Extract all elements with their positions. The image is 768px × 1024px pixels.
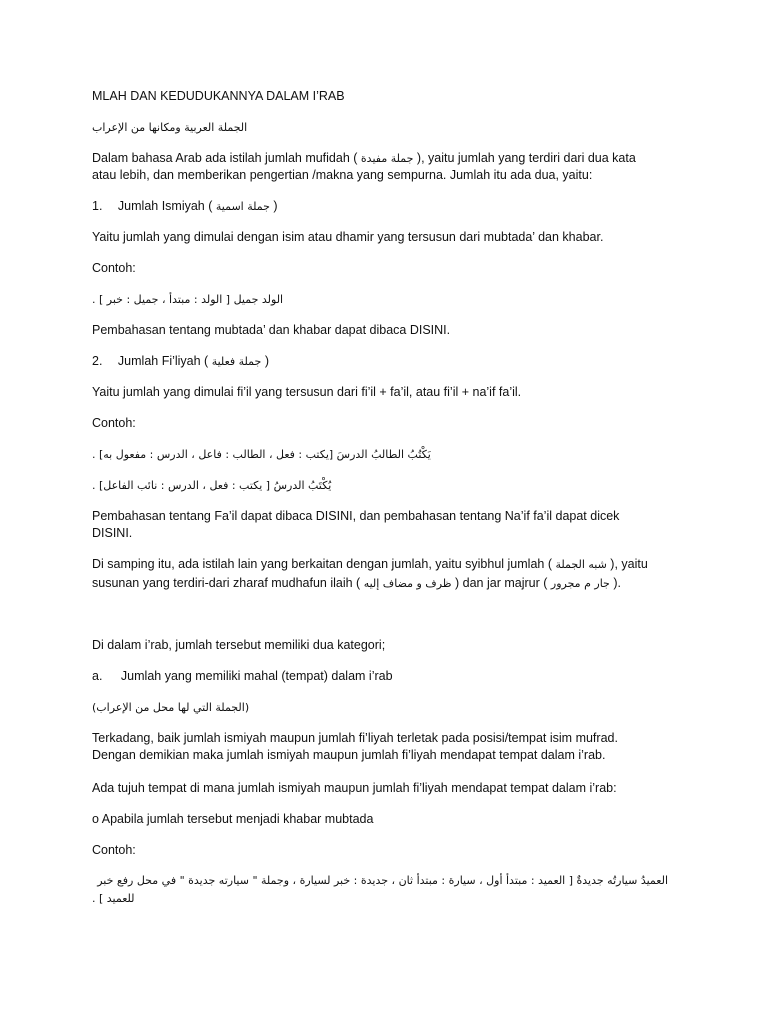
kategori-text: Di dalam i’rab, jumlah tersebut memiliki dua kategori;: [92, 638, 386, 652]
section2-contoh: Contoh:: [92, 416, 136, 430]
sub-a-title: [92, 668, 393, 685]
section1-title-close: ): [273, 199, 278, 213]
section2-title-text: Jumlah Fi’liyah (: [117, 354, 209, 368]
zharaf-text: susunan yang terdiri-dari zharaf mudhafun ilaih (: [92, 576, 361, 590]
section2-example2-arabic: يُكْتَبُ الدرسُ [ يكتب : فعل ، الدرس : نائب الفاعل] .: [92, 479, 332, 492]
heading: MLAH DAN KEDUDUKANNYA DALAM I’RAB: [92, 89, 345, 103]
section1-title: [92, 198, 278, 215]
sub-a-title-text: Jumlah yang memiliki mahal (tempat) dalam i’rab: [120, 669, 393, 683]
syibhul-text-pre: Di samping itu, ada istilah lain yang berkaitan dengan jumlah, yaitu syibhul jumlah (: [92, 557, 552, 571]
sub-a-arabic: (الجملة التي لها محل من الإعراب): [92, 701, 250, 714]
section1-title-text: Jumlah Ismiyah (: [117, 199, 213, 213]
jar-majrur-text: ) dan jar majrur (: [455, 576, 548, 590]
section2-ref-line-2: DISINI.: [92, 526, 133, 540]
section1-number: 1.: [92, 199, 103, 213]
section2-title: [92, 353, 269, 370]
sub-a-paragraph-1-line-2: Dengan demikian maka jumlah ismiyah maupun jumlah fi’liyah mendapat tempat dalam i’rab.: [92, 748, 606, 762]
section2-title-close: ): [264, 354, 269, 368]
sub-a-letter: a.: [92, 669, 103, 683]
section2-desc: Yaitu jumlah yang dimulai fi’il yang tersusun dari fi’il + fa’il, atau fi’il + na’if fa’il.: [92, 385, 522, 399]
syibhul-text-post: ), yaitu: [610, 557, 648, 571]
intro-text-pre: Dalam bahasa Arab ada istilah jumlah mufidah (: [92, 151, 358, 165]
syibhul-line-1: [92, 556, 648, 573]
section1-title-arabic: جملة اسمية: [215, 200, 270, 213]
intro-arabic: جملة مفيدة: [360, 152, 414, 165]
arabic-heading: الجملة العربية ومكانها من الإعراب: [92, 121, 248, 134]
sub-a-paragraph-1-line-1: Terkadang, baik jumlah ismiyah maupun jumlah fi’liyah terletak pada posisi/tempat isim mufrad.: [92, 731, 618, 745]
syibhul-arabic: شبه الجملة: [555, 558, 607, 571]
syibhul-close: ).: [613, 576, 621, 590]
intro-line-2: atau lebih, dan memberikan pengertian /makna yang sempurna. Jumlah itu ada dua, yaitu:: [92, 168, 593, 182]
section1-desc: Yaitu jumlah yang dimulai dengan isim atau dhamir yang tersusun dari mubtada’ dan khabar.: [92, 230, 604, 244]
section2-number: 2.: [92, 354, 103, 368]
syibhul-line-2: [92, 575, 621, 592]
zharaf-arabic: ظرف و مضاف إليه: [363, 577, 452, 590]
jar-majrur-arabic: جار م مجرور: [550, 577, 610, 590]
intro-text-post: ), yaitu jumlah yang terdiri dari dua kata: [416, 151, 636, 165]
section1-example-arabic: الولد جميل [ الولد : مبتدأ ، جميل : خبر ] .: [92, 293, 284, 306]
intro-line-1: [92, 150, 636, 167]
section2-title-arabic: جملة فعلية: [211, 355, 262, 368]
sub-a-bullet: o Apabila jumlah tersebut menjadi khabar mubtada: [92, 812, 374, 826]
sub-a-paragraph-2: Ada tujuh tempat di mana jumlah ismiyah maupun jumlah fi’liyah mendapat tempat dalam i’rab:: [92, 781, 617, 795]
sub-a-contoh: Contoh:: [92, 843, 136, 857]
section2-ref-line-1: Pembahasan tentang Fa’il dapat dibaca DISINI, dan pembahasan tentang Na’if fa’il dapat dicek: [92, 509, 620, 523]
section2-example1-arabic: يَكْتُبُ الطالبُ الدرسَ [يكتب : فعل ، الطالب : فاعل ، الدرس : مفعول به] .: [92, 448, 431, 461]
sub-a-example-line-2: للعميد ] .: [92, 892, 135, 905]
sub-a-example-line-1: العميدُ سيارتُه جديدةٌ [ العميد : مبتدأ أول ، سيارة : مبتدأ ثان ، جديدة : خبر لسيارة ، وجملة " سيارته جديدة " في محل رفع خبر: [97, 874, 668, 887]
section1-ref: Pembahasan tentang mubtada’ dan khabar dapat dibaca DISINI.: [92, 323, 451, 337]
section1-contoh: Contoh:: [92, 261, 136, 275]
